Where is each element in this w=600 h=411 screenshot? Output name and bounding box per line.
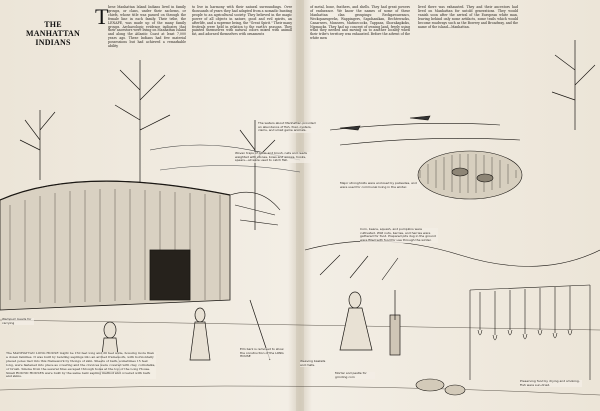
text-column-1: hese Manhattan Island Indians lived in family groups, or clans, under their sachems, or chiefs, whose title was passed on through the female line in each family. Their tribe, the LENAPE, was made up of the many family groups. Archaeologic evidence indicates that their ancestors were living on Manhattan Island and along the Atlantic Coast at least 7,000 years ago. These Indians had few material possessions but had achieved a remarkable ability — [108, 5, 187, 49]
text-column-3: of metal, bone, feathers, and shells. They had great powers of endurance. We know the names of some of these Manhattan clan groupings: Reckgawawancs, Weckquaesgeeks, Wappingers, Sapohanikan, Rechtewacks, Canarsees, Munsees, Matinecocks, Tappans, Shorakapkoks, Nipmucks. They had no concept of owning land, freely using what they needed and moving on to another locality when their tribe's territory was exhausted. Before the advent of the white men — [310, 5, 410, 41]
caption-corn: Corn, beans, squash, and pumpkins were cultivated. Wild nuts, berries, and herries were gathered for food. Prepared pits dug in the ground were filled with food for use through the winter. — [360, 228, 438, 243]
grinding-figure — [340, 290, 400, 355]
drying-rack — [470, 285, 590, 380]
caption-long-house: The MANHATTAN LONG HOUSE might be 150 feet long and 20 feet wide, housing more than a dozen families. It was built by bending saplings into an arched framework, with horizontally placed poles tied into this framework by thongs of skin. Sheets of bark, sometimes 15 feet long, were fastened into place as covering and the crevices were covered with clay, cornstalks, or brush. Smoke from the several fires escaped through holes at the top of the Long House. Small ROUND HOUSES were built by the same bent sapling method and covered with bark and skins. — [6, 351, 156, 379]
text-column-4: lived there was exhausted. They and their ancestors had lived on Manhattan for untold generations. They would vanish soon after the arrival of the European white man, leaving behind only some artifacts, some trails which would become roadways such as the Bowery and Broadway, and the name of the island—Manhattan. — [418, 5, 518, 29]
page-title — [18, 20, 88, 47]
text-column-2: to live in harmony with their natural surroundings. Over thousands of years they had adapted from a nomadic hunting people to an agricultural society. They believed in the magic power of all objects in nature, good and evil spirits, an afterlife, and a supreme being, the "Great Spirit." Their many festivals were held in relation to the earth's seasons. They painted themselves with natural colors mixed with animal fat, and adorned themselves with ornaments — [192, 5, 292, 37]
caption-weirs: Woven traps of poles and brush, nets and reeds weighted with stones, bows and arrows, hooks, spears—all were used to catch fish. — [235, 152, 313, 163]
title-line: MANHATTAN — [26, 29, 80, 38]
caption-wampum: Wampum beads for carrying — [2, 318, 34, 325]
long-house — [0, 181, 280, 310]
caption-waters: The waters about Manhattan provided an abundance of fish, fowl, oysters, clams, and small game animals. — [258, 122, 318, 133]
title-line: INDIANS — [35, 38, 71, 47]
title-line: THE — [44, 20, 62, 29]
caption-stockade: Major strongholds were enclosed by palisades, and were used for communal living in the winter. — [340, 182, 420, 189]
caption-weaving: Weaving baskets and mats. — [300, 360, 330, 367]
caption-drying: Preserving food by drying and smoking. Fish were sun-dried. — [520, 380, 582, 387]
caption-mortar: Mortar and pestle for grinding corn — [335, 372, 375, 379]
stockade-village — [418, 151, 522, 199]
drop-cap: T — [95, 4, 109, 29]
caption-bark: Elm bark is removed to show the construction of the LONG HOUSE — [240, 348, 288, 359]
